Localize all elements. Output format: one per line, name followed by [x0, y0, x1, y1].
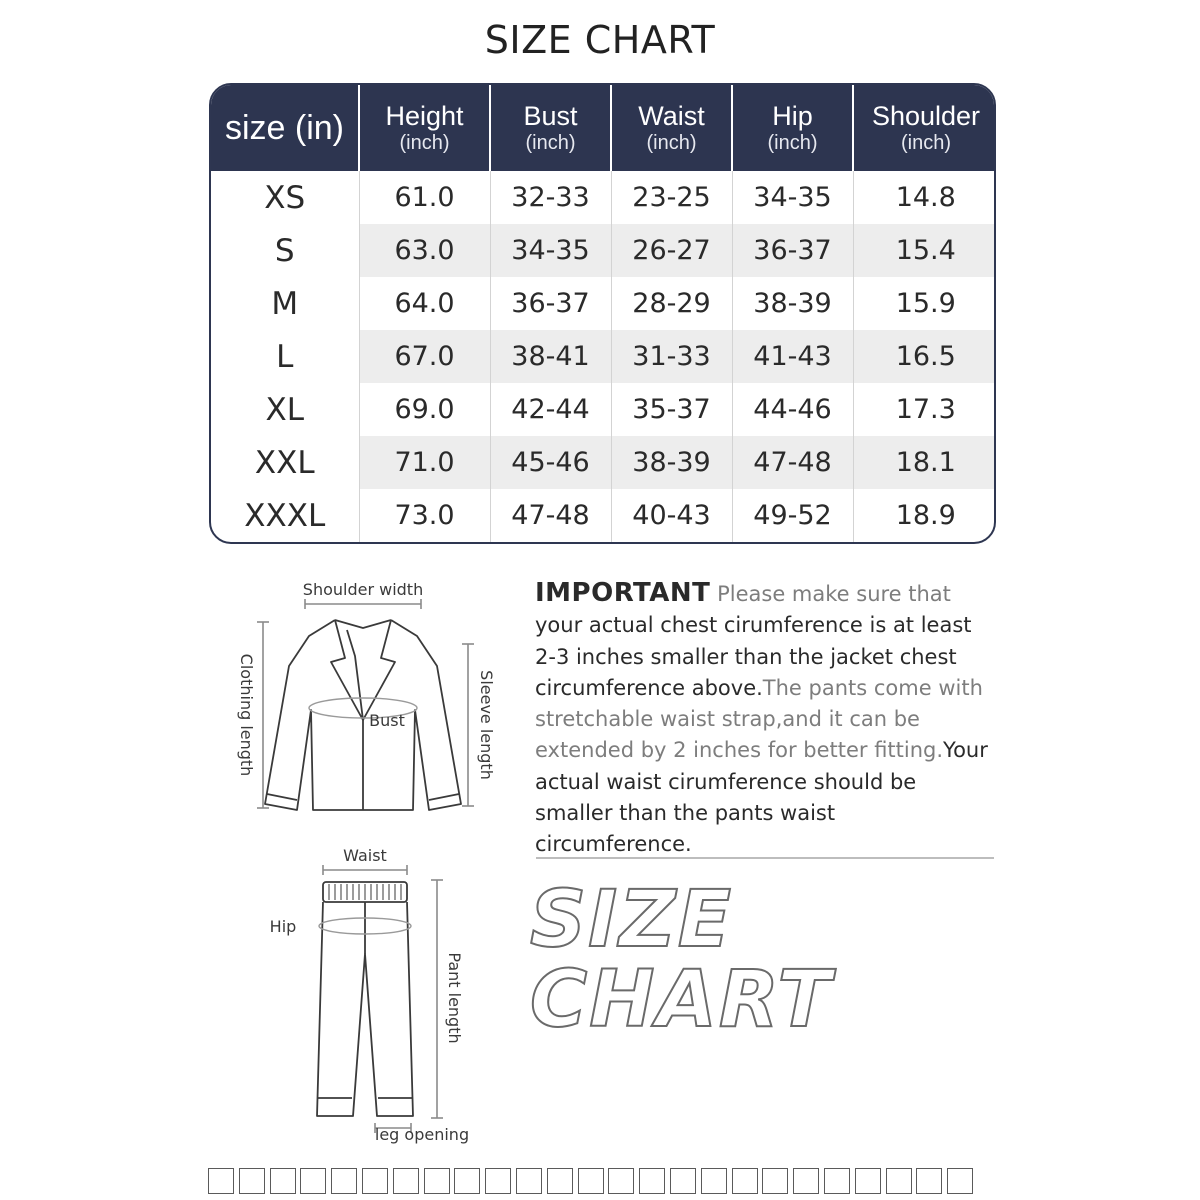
important-note	[535, 578, 997, 861]
outline-title-line2: CHART	[530, 955, 833, 1045]
swatch	[670, 1168, 696, 1194]
swatch	[454, 1168, 480, 1194]
column-header-waist: Waist (inch)	[611, 85, 732, 171]
cell-shoulder: 18.9	[853, 489, 996, 542]
outline-size-chart-title	[530, 875, 860, 1045]
page-title: SIZE CHART	[484, 18, 716, 62]
cell-hip: 41-43	[732, 330, 853, 383]
cell-shoulder: 15.9	[853, 277, 996, 330]
cell-size: L	[276, 338, 294, 375]
swatch	[516, 1168, 542, 1194]
swatch	[855, 1168, 881, 1194]
table-row	[211, 277, 996, 330]
column-header-shoulder: Shoulder (inch)	[853, 85, 996, 171]
cell-size: M	[271, 285, 299, 322]
important-text-3: The pants come with stretchable waist strap,and it can be extended by 2 inches for better fitting.	[535, 675, 983, 763]
cell-size: XL	[265, 391, 304, 428]
swatch	[547, 1168, 573, 1194]
swatch	[916, 1168, 942, 1194]
outline-title-line1: SIZE	[530, 875, 734, 965]
cell-waist: 26-27	[611, 224, 732, 277]
cell-waist: 28-29	[611, 277, 732, 330]
swatch	[947, 1168, 973, 1194]
swatch	[300, 1168, 326, 1194]
pant-length-label: Pant length	[445, 952, 464, 1044]
cell-hip: 47-48	[732, 436, 853, 489]
cell-bust: 42-44	[490, 383, 611, 436]
important-text-2: your actual chest cirumference is at least 2-3 inches smaller than the jacket chest circumference above.	[535, 613, 972, 700]
table-row	[211, 330, 996, 383]
section-divider	[536, 857, 994, 859]
table-row	[211, 171, 996, 224]
cell-height: 67.0	[359, 330, 490, 383]
swatch	[208, 1168, 234, 1194]
cell-bust: 32-33	[490, 171, 611, 224]
swatch	[270, 1168, 296, 1194]
table-row	[211, 489, 996, 542]
cell-hip: 49-52	[732, 489, 853, 542]
swatch-row	[208, 1168, 998, 1196]
swatch	[331, 1168, 357, 1194]
swatch	[732, 1168, 758, 1194]
garment-diagram	[225, 570, 515, 1150]
cell-shoulder: 15.4	[853, 224, 996, 277]
swatch	[639, 1168, 665, 1194]
column-header-hip: Hip (inch)	[732, 85, 853, 171]
swatch	[239, 1168, 265, 1194]
shoulder-width-label: Shoulder width	[302, 580, 424, 599]
important-text-1: Please make sure that	[717, 582, 951, 606]
swatch	[793, 1168, 819, 1194]
swatch	[886, 1168, 912, 1194]
cell-waist: 31-33	[611, 330, 732, 383]
cell-size: XXL	[254, 444, 315, 481]
cell-height: 69.0	[359, 383, 490, 436]
cell-hip: 44-46	[732, 383, 853, 436]
cell-waist: 23-25	[611, 171, 732, 224]
swatch	[701, 1168, 727, 1194]
hip-label: Hip	[269, 917, 297, 936]
cell-shoulder: 17.3	[853, 383, 996, 436]
waist-label: Waist	[343, 846, 387, 865]
column-header-height: Height (inch)	[359, 85, 490, 171]
column-header-size: size (in)	[211, 85, 359, 171]
swatch	[824, 1168, 850, 1194]
sleeve-length-label: Sleeve length	[477, 670, 496, 780]
table-header-row	[211, 85, 996, 171]
swatch	[362, 1168, 388, 1194]
cell-bust: 34-35	[490, 224, 611, 277]
swatch	[578, 1168, 604, 1194]
swatch	[393, 1168, 419, 1194]
cell-shoulder: 14.8	[853, 171, 996, 224]
bust-label: Bust	[369, 711, 405, 730]
cell-height: 63.0	[359, 224, 490, 277]
cell-height: 61.0	[359, 171, 490, 224]
important-text-4: Your actual waist cirumference should be smaller than the pants waist circumference.	[535, 738, 988, 857]
cell-waist: 38-39	[611, 436, 732, 489]
cell-size: XXXL	[244, 497, 326, 534]
cell-bust: 38-41	[490, 330, 611, 383]
cell-hip: 34-35	[732, 171, 853, 224]
cell-bust: 47-48	[490, 489, 611, 542]
cell-height: 71.0	[359, 436, 490, 489]
cell-height: 64.0	[359, 277, 490, 330]
pants-icon	[317, 882, 413, 1116]
cell-bust: 45-46	[490, 436, 611, 489]
column-header-bust: Bust (inch)	[490, 85, 611, 171]
table-row	[211, 224, 996, 277]
table-row	[211, 436, 996, 489]
table-row	[211, 383, 996, 436]
clothing-length-label: Clothing length	[237, 653, 256, 777]
swatch	[608, 1168, 634, 1194]
cell-shoulder: 18.1	[853, 436, 996, 489]
swatch	[485, 1168, 511, 1194]
cell-shoulder: 16.5	[853, 330, 996, 383]
cell-bust: 36-37	[490, 277, 611, 330]
size-table	[209, 83, 996, 544]
important-heading: IMPORTANT	[535, 578, 711, 608]
leg-opening-label: leg opening	[374, 1125, 470, 1144]
swatch	[762, 1168, 788, 1194]
swatch	[424, 1168, 450, 1194]
cell-height: 73.0	[359, 489, 490, 542]
cell-size: S	[274, 232, 295, 269]
cell-size: XS	[264, 179, 306, 216]
cell-hip: 38-39	[732, 277, 853, 330]
cell-waist: 35-37	[611, 383, 732, 436]
cell-hip: 36-37	[732, 224, 853, 277]
shirt-icon	[265, 620, 461, 810]
cell-waist: 40-43	[611, 489, 732, 542]
